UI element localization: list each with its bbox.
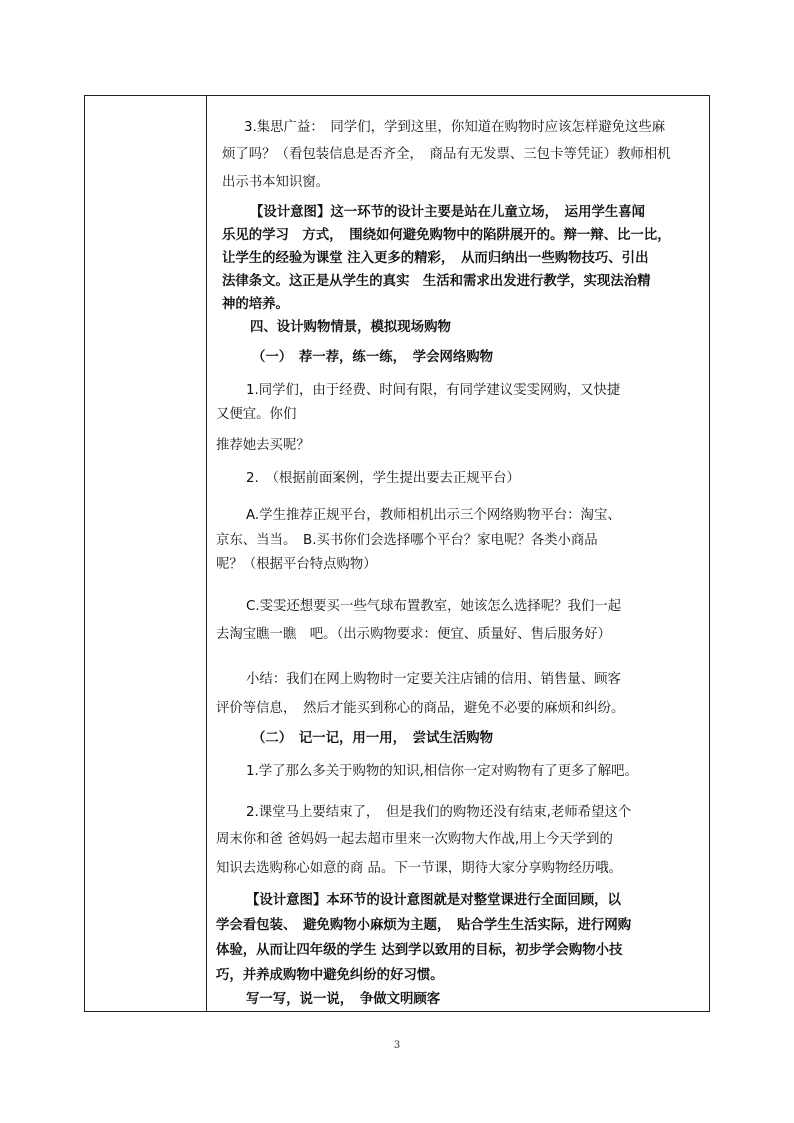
paragraph-line: 小结：我们在网上购物时一定要关注店铺的信用、销售量、顾客 [246, 672, 621, 687]
paragraph-line: 周末你和爸 爸妈妈一起去超市里来一次购物大作战,用上今天学到的 [216, 832, 613, 847]
design-intent-line: 体验，从而让四年级的学生 达到学以致用的目标，初步学会购物小技 [216, 943, 623, 958]
paragraph-line: 呢？（根据平台特点购物） [216, 557, 377, 572]
design-intent-line: 让学生的经验为课堂 注入更多的精彩， 从而归纳出一些购物技巧、引出 [222, 251, 649, 266]
paragraph-line: C.雯雯还想要买一些气球布置教室，她该怎么选择呢？我们一起 [246, 599, 622, 614]
paragraph-line: 京东、当当。 B.买书你们会选择哪个平台？家电呢？各类小商品 [216, 533, 598, 548]
design-intent-line: 【设计意图】这一环节的设计主要是站在儿童立场， 运用学生喜闻 [250, 205, 646, 220]
paragraph-line: 烦了吗？（看包装信息是否齐全， 商品有无发票、三包卡等凭证）教师相机 [222, 147, 671, 162]
paragraph-line: 1.学了那么多关于购物的知识,相信你一定对购物有了更多了解吧。 [246, 764, 638, 779]
design-intent-line: 神的培养。 [222, 297, 289, 312]
paragraph-line: 去淘宝瞧一瞧 吧。（出示购物要求：便宜、质量好、售后服务好） [216, 627, 612, 642]
page-number: 3 [393, 1040, 401, 1051]
section-heading: 写一写，说一说， 争做文明顾客 [246, 992, 441, 1007]
paragraph-line: 又便宜。你们 [216, 407, 297, 422]
subsection-heading: （二） 记一记，用一用， 尝试生活购物 [252, 731, 494, 746]
design-intent-line: 乐见的学习 方式， 围绕如何避免购物中的陷阱展开的。辩一辩、比一比， [222, 228, 671, 243]
section-heading: 四、设计购物情景，模拟现场购物 [250, 320, 451, 335]
paragraph-line: 2. （根据前面案例，学生提出要去正规平台） [246, 471, 520, 486]
paragraph-line: 2.课堂马上要结束了， 但是我们的购物还没有结束,老师希望这个 [246, 805, 632, 820]
paragraph-line: 评价等信息， 然后才能买到称心的商品，避免不必要的麻烦和纠纷。 [216, 701, 625, 716]
lesson-content-cell [207, 95, 709, 1012]
paragraph-line: 1.同学们，由于经费、时间有限，有同学建议雯雯网购，又快捷 [246, 383, 621, 398]
design-intent-line: 巧，并养成购物中避免纠纷的好习惯。 [216, 968, 444, 983]
paragraph-line: 知识去选购称心如意的商 品。下一节课，期待大家分享购物经历哦。 [216, 861, 622, 876]
subsection-heading: （一） 荐一荐，练一练， 学会网络购物 [252, 350, 494, 365]
paragraph-line: 推荐她去买呢？ [216, 438, 310, 453]
design-intent-line: 法律条文。这正是从学生的真实 生活和需求出发进行教学，实现法治精 [222, 274, 651, 289]
design-intent-line: 【设计意图】本环节的设计意图就是对整堂课进行全面回顾，以 [246, 893, 621, 908]
paragraph-line: 3.集思广益： 同学们，学到这里，你知道在购物时应该怎样避免这些麻 [244, 120, 666, 135]
paragraph-line: A.学生推荐正规平台，教师相机出示三个网络购物平台：淘宝、 [246, 508, 621, 523]
paragraph-line: 出示书本知识窗。 [222, 175, 330, 190]
design-intent-line: 学会看包装、 避免购物小麻烦为主题， 贴合学生生活实际，进行网购 [216, 918, 632, 933]
